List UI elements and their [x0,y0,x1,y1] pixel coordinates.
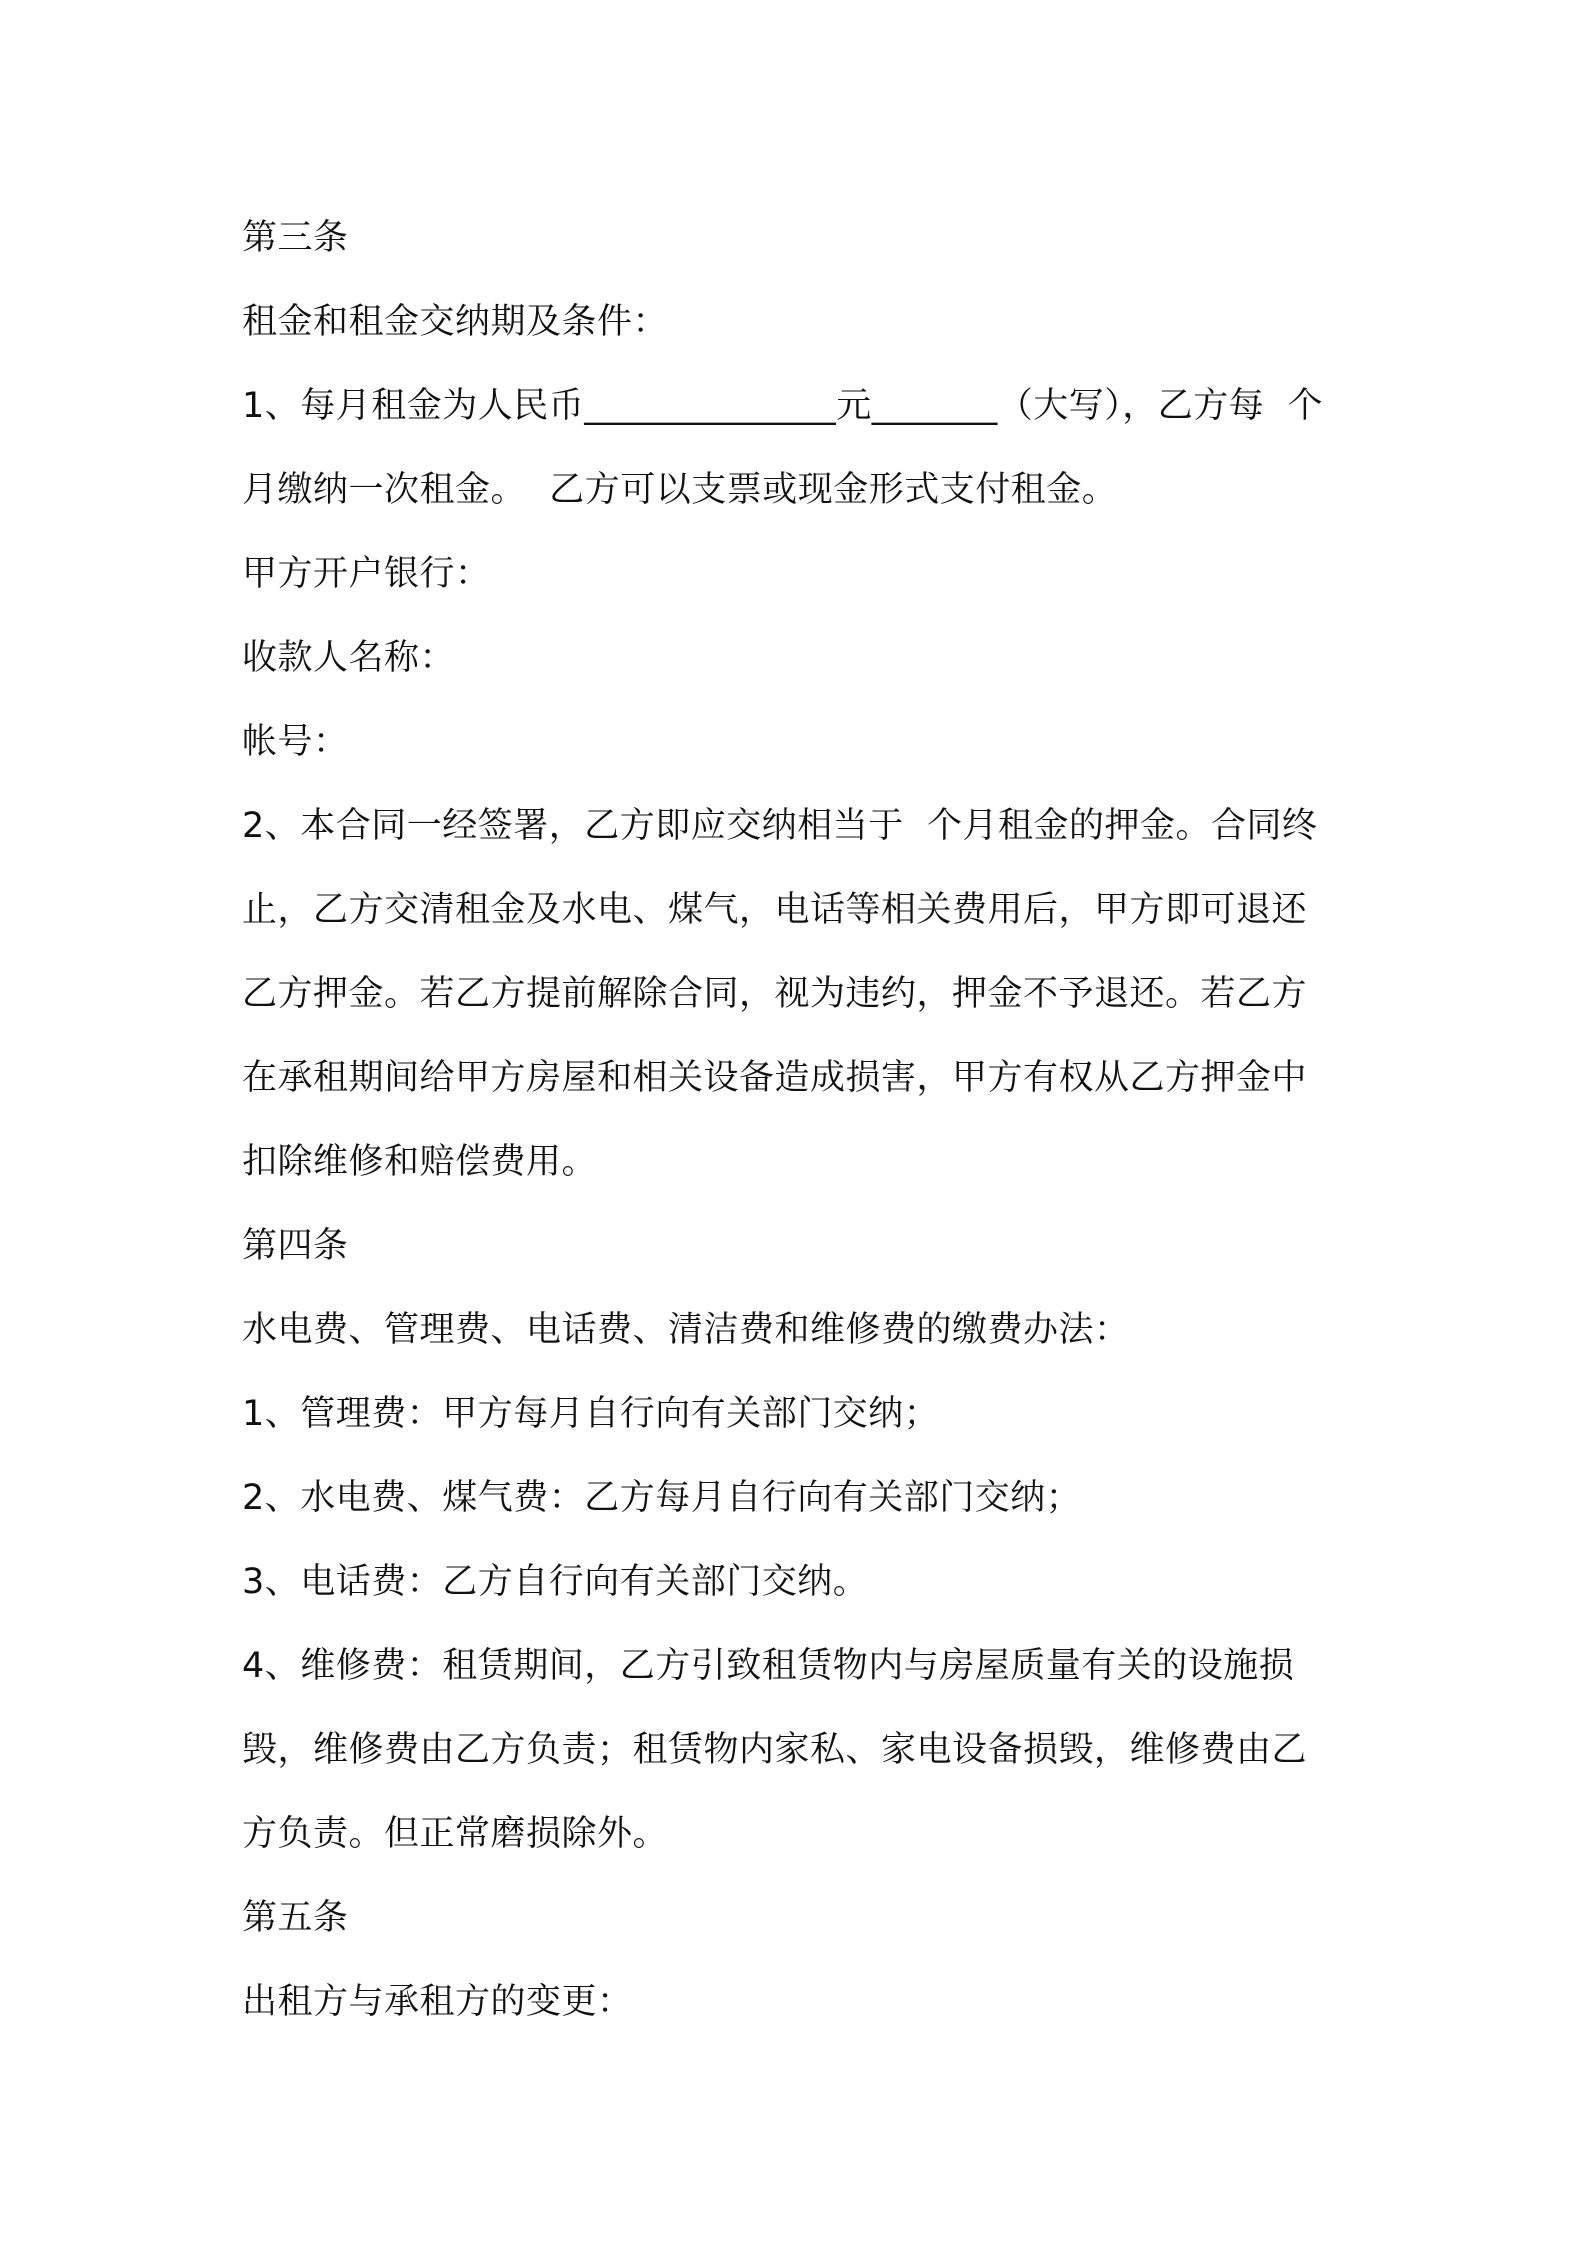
paragraph-line: 3、电话费：乙方自行向有关部门交纳。 [242,1562,869,1602]
payee-field-label: 收款人名称： [242,638,456,678]
paragraph-line: 止，乙方交清租金及水电、煤气，电话等相关费用后，甲方即可退还 [242,890,1308,930]
article-heading: 第五条 [242,1898,349,1938]
document-body [242,196,1362,2044]
section-title: 租金和租金交纳期及条件： [242,302,669,342]
section-title: 出租方与承租方的变更： [242,1982,633,2022]
account-field-label: 帐号： [242,722,349,762]
bank-field-label: 甲方开户银行： [242,554,491,594]
paragraph-line: 1、管理费：甲方每月自行向有关部门交纳； [242,1394,940,1434]
paragraph-line: 扣除维修和赔偿费用。 [242,1142,598,1182]
paragraph-line: 方负责。但正常磨损除外。 [242,1814,669,1854]
paragraph-line: 4、维修费：租赁期间，乙方引致租赁物内与房屋质量有关的设施损 [242,1646,1295,1686]
paragraph-line: 乙方押金。若乙方提前解除合同，视为违约，押金不予退还。若乙方 [242,974,1308,1014]
paragraph-line: 2、水电费、煤气费：乙方每月自行向有关部门交纳； [242,1478,1082,1518]
article-heading: 第四条 [242,1226,349,1266]
paragraph-line: 2、本合同一经签署，乙方即应交纳相当于 个月租金的押金。合同终 [242,806,1318,846]
paragraph-line: 1、每月租金为人民币______________元_______（大写），乙方每 个 [242,386,1324,426]
paragraph-line: 毁，维修费由乙方负责；租赁物内家私、家电设备损毁，维修费由乙 [242,1730,1308,1770]
paragraph-line: 月缴纳一次租金。 乙方可以支票或现金形式支付租金。 [242,470,1118,510]
section-title: 水电费、管理费、电话费、清洁费和维修费的缴费办法： [242,1310,1130,1350]
article-heading: 第三条 [242,218,349,258]
paragraph-line: 在承租期间给甲方房屋和相关设备造成损害，甲方有权从乙方押金中 [242,1058,1308,1098]
